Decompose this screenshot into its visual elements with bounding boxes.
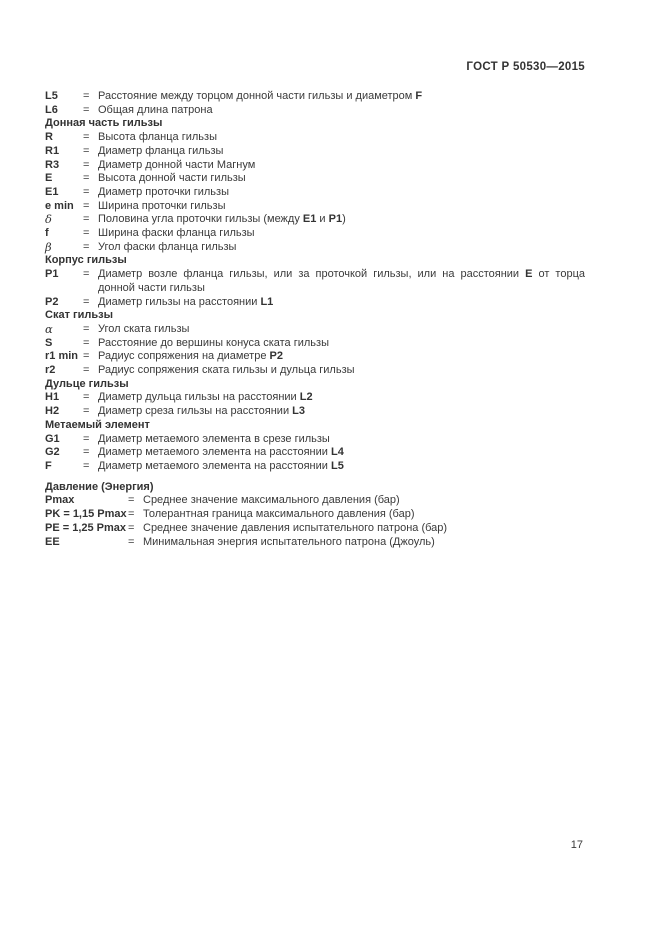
section-heading: Метаемый элемент: [45, 418, 150, 431]
equals-sign: =: [83, 432, 90, 445]
term-symbol: F: [45, 459, 52, 472]
term-description: Общая длина патрона: [98, 103, 213, 116]
definition-row: [45, 522, 585, 536]
term-description: Ширина фаски фланца гильзы: [98, 227, 255, 240]
definition-row: [45, 241, 585, 255]
equals-sign: =: [83, 459, 90, 472]
definition-row: [45, 323, 585, 337]
definition-row: [45, 494, 585, 508]
term-description: Диаметр возле фланца гильзы, или за проточкой гильзы, или на расстоянии E от торца донной части гильзы: [98, 268, 585, 294]
definition-row: [45, 159, 585, 173]
term-symbol: R1: [45, 144, 60, 157]
equals-sign: =: [83, 144, 90, 157]
equals-sign: =: [83, 172, 90, 185]
definition-section: [45, 419, 585, 474]
definition-row: [45, 446, 585, 460]
term-symbol: α: [45, 321, 53, 336]
equals-sign: =: [128, 535, 135, 548]
term-description: Диаметр донной части Магнум: [98, 158, 256, 171]
definition-section: [45, 254, 585, 309]
definition-section: [45, 117, 585, 254]
definitions-list: [45, 90, 585, 549]
definition-row: [45, 200, 585, 214]
definition-section: [45, 90, 585, 117]
term-symbol: E: [45, 172, 53, 185]
definition-row: [45, 536, 585, 550]
definition-row: [45, 145, 585, 159]
definition-section: [45, 481, 585, 550]
term-symbol: Pmax: [45, 494, 75, 507]
term-symbol: PE = 1,25 Pmax: [45, 521, 127, 534]
term-description: Ширина проточки гильзы: [98, 199, 226, 212]
equals-sign: =: [83, 240, 90, 253]
section-heading: Дульце гильзы: [45, 377, 129, 390]
equals-sign: =: [83, 185, 90, 198]
term-description: Диаметр метаемого элемента на расстоянии L4: [98, 446, 344, 459]
equals-sign: =: [83, 103, 90, 116]
term-description: Диаметр проточки гильзы: [98, 185, 229, 198]
equals-sign: =: [128, 508, 135, 521]
term-symbol: PK = 1,15 Pmax: [45, 508, 127, 521]
term-symbol: R: [45, 131, 53, 144]
term-symbol: S: [45, 336, 53, 349]
section-heading: Давление (Энергия): [45, 480, 154, 493]
definition-row: [45, 296, 585, 310]
term-description: Диаметр дульца гильзы на расстоянии L2: [98, 391, 313, 404]
term-description: Толерантная граница максимального давления (бар): [143, 508, 415, 521]
definition-row: [45, 227, 585, 241]
definition-row: [45, 405, 585, 419]
term-description: Радиус сопряжения на диаметре P2: [98, 350, 283, 363]
term-description: Диаметр гильзы на расстоянии L1: [98, 295, 274, 308]
term-symbol: r1 min: [45, 350, 79, 363]
term-symbol: δ: [45, 212, 52, 227]
equals-sign: =: [83, 268, 90, 281]
definition-row: [45, 90, 585, 104]
equals-sign: =: [83, 199, 90, 212]
term-symbol: P2: [45, 295, 59, 308]
definition-row: [45, 104, 585, 118]
term-description: Высота донной части гильзы: [98, 172, 246, 185]
term-description: Диаметр среза гильзы на расстоянии L3: [98, 405, 305, 418]
equals-sign: =: [83, 90, 90, 102]
equals-sign: =: [83, 364, 90, 377]
term-symbol: G2: [45, 446, 60, 459]
section-heading: Донная часть гильзы: [45, 117, 163, 130]
definition-row: [45, 337, 585, 351]
term-symbol: L5: [45, 90, 58, 102]
section-heading: Скат гильзы: [45, 309, 113, 322]
equals-sign: =: [83, 446, 90, 459]
term-symbol: L6: [45, 103, 58, 116]
term-description: Радиус сопряжения ската гильзы и дульца гильзы: [98, 364, 355, 377]
definition-row: [45, 508, 585, 522]
equals-sign: =: [83, 350, 90, 363]
term-description: Минимальная энергия испытательного патрона (Джоуль): [143, 535, 435, 548]
equals-sign: =: [83, 227, 90, 240]
definition-row: [45, 213, 585, 227]
equals-sign: =: [83, 213, 90, 226]
term-description: Высота фланца гильзы: [98, 131, 217, 144]
term-symbol: G1: [45, 432, 60, 445]
section-heading: Корпус гильзы: [45, 254, 127, 267]
term-description: Расстояние до вершины конуса ската гильзы: [98, 336, 329, 349]
term-symbol: f: [45, 227, 49, 240]
definition-row: [45, 433, 585, 447]
term-symbol: β: [45, 239, 52, 254]
term-description: Половина угла проточки гильзы (между E1 и P1): [98, 213, 346, 226]
term-symbol: e min: [45, 199, 74, 212]
definition-section: [45, 309, 585, 378]
term-symbol: P1: [45, 268, 59, 281]
term-symbol: E1: [45, 185, 59, 198]
term-description: Угол фаски фланца гильзы: [98, 240, 237, 253]
definition-section: [45, 378, 585, 419]
term-description: Диаметр метаемого элемента в срезе гильзы: [98, 432, 330, 445]
definition-row: [45, 131, 585, 145]
term-description: Среднее значение давления испытательного патрона (бар): [143, 521, 448, 534]
equals-sign: =: [83, 158, 90, 171]
definition-row: [45, 350, 585, 364]
definition-row: [45, 172, 585, 186]
equals-sign: =: [83, 295, 90, 308]
term-symbol: H1: [45, 391, 60, 404]
equals-sign: =: [83, 322, 90, 335]
definition-row: [45, 391, 585, 405]
equals-sign: =: [128, 494, 135, 507]
definition-row: [45, 460, 585, 474]
term-symbol: R3: [45, 158, 60, 171]
term-description: Угол ската гильзы: [98, 322, 190, 335]
term-symbol: EE: [45, 535, 60, 548]
definition-row: [45, 268, 585, 295]
definition-row: [45, 364, 585, 378]
definition-row: [45, 186, 585, 200]
equals-sign: =: [128, 521, 135, 534]
term-description: Диаметр метаемого элемента на расстоянии L5: [98, 459, 344, 472]
term-description: Среднее значение максимального давления (бар): [143, 494, 400, 507]
term-description: Расстояние между торцом донной части гильзы и диаметром F: [98, 90, 423, 102]
term-symbol: H2: [45, 405, 60, 418]
equals-sign: =: [83, 131, 90, 144]
equals-sign: =: [83, 405, 90, 418]
equals-sign: =: [83, 336, 90, 349]
document-header: ГОСТ Р 50530—2015: [466, 61, 585, 73]
term-symbol: r2: [45, 364, 56, 377]
page-number: 17: [570, 839, 583, 851]
term-description: Диаметр фланца гильзы: [98, 144, 224, 157]
equals-sign: =: [83, 391, 90, 404]
